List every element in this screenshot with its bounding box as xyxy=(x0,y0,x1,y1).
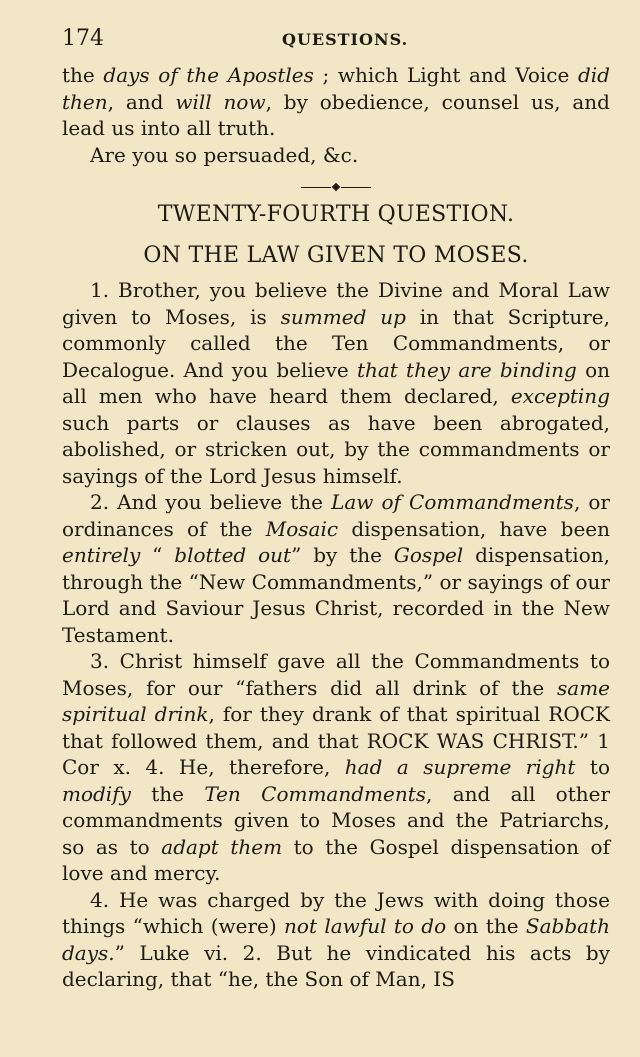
paragraph-1-emphasis: summed up xyxy=(280,304,406,329)
paragraph-3-text: the xyxy=(130,781,205,806)
paragraph-3 xyxy=(62,648,610,887)
paragraph-3-text: , and all other commandments given to Moses and the Patriarchs, so as to xyxy=(62,781,611,859)
paragraph-2-text: , or ordinances of the xyxy=(62,490,610,541)
running-head: QUESTIONS. xyxy=(282,30,409,49)
paragraph-2-emphasis: Law of Commandments xyxy=(331,490,574,514)
paragraph-3-text: 3. Christ himself gave all the Commandments to Moses, for our “fathers did all drink of the xyxy=(62,649,610,700)
paragraph-3-emphasis: had a supreme right xyxy=(344,755,576,779)
paragraph-4-text: 4. He was charged by the Jews with doing those things “which (were) xyxy=(62,887,610,938)
paragraph-4-emphasis: Sabbath days. xyxy=(62,914,610,965)
paragraph-3-emphasis: Ten Commandments xyxy=(204,781,427,806)
paragraph-3-text: to xyxy=(575,755,610,779)
paragraph-2-text: “ xyxy=(140,543,175,567)
paragraph-4-text: on the xyxy=(446,914,526,938)
closing-question: Are you so persuaded, &c. xyxy=(90,142,359,167)
section-title: TWENTY-FOURTH QUESTION. xyxy=(157,202,515,227)
paragraph-2-text: ” by the xyxy=(291,543,394,567)
paragraph-4 xyxy=(62,887,610,993)
section-subtitle: ON THE LAW GIVEN TO MOSES. xyxy=(143,242,529,268)
paragraph-2-text: dispensation, have been xyxy=(338,516,610,541)
page-header xyxy=(62,26,578,50)
paragraph-4-text: ” Luke vi. 2. But he vindicated his acts by declaring, that “he, the Son of Man, IS xyxy=(62,940,610,991)
paragraph-3-text: to the Gospel dispensation of love and mercy. xyxy=(62,834,610,885)
divider-rule-right xyxy=(341,187,371,188)
page-body xyxy=(62,62,610,993)
paragraph-1-text: 1. Brother, you believe the Divine and Moral Law given to Moses, is xyxy=(62,278,610,329)
continuation-paragraph: the days of the Apostles ; which Light and Voice did then, and will now, by obedience, counsel us, and lead us into all truth. xyxy=(62,63,610,140)
paragraph-2-text: dispensation, through the “New Commandments,” or sayings of our Lord and Saviour Jesus Christ, recorded in the New Testament. xyxy=(62,543,610,647)
paragraph-4-emphasis: not lawful to do xyxy=(284,914,447,938)
paragraph-1-emphasis: excepting xyxy=(510,384,610,408)
paragraph-3-text: , for they drank of that spiritual ROCK that followed them, and that ROCK WAS CHRIST.” 1 Cor x. 4. He, therefore, xyxy=(62,702,610,779)
paragraph-1 xyxy=(62,277,610,489)
paragraph-2-emphasis: blotted out xyxy=(174,543,292,567)
paragraph-3-emphasis: same spiritual drink xyxy=(62,675,610,726)
paragraph-2-emphasis: Gospel xyxy=(393,543,464,567)
paragraph-1-text: on all men who have heard them declared, xyxy=(62,357,610,408)
paragraph-3-emphasis: modify xyxy=(62,781,131,806)
paragraph-3-emphasis: adapt them xyxy=(161,834,283,859)
divider-rule-left xyxy=(301,187,331,188)
paragraph-2-emphasis: entirely xyxy=(62,543,141,567)
section-divider xyxy=(62,184,610,190)
paragraph-1-text: in that Scripture, commonly called the Ten Commandments, or Decalogue. And you believe xyxy=(62,304,611,382)
paragraph-2 xyxy=(62,489,610,648)
divider-diamond-ornament xyxy=(332,183,340,191)
paragraph-1-text: such parts or clauses as have been abrogated, abolished, or stricken out, by the commandments or sayings of the Lord Jesus himself. xyxy=(62,410,610,488)
paragraph-2-text: 2. And you believe the xyxy=(90,490,332,514)
page-number: 174 xyxy=(62,26,104,51)
paragraph-1-emphasis: that they are binding xyxy=(356,357,577,382)
paragraph-2-emphasis: Mosaic xyxy=(265,516,339,541)
